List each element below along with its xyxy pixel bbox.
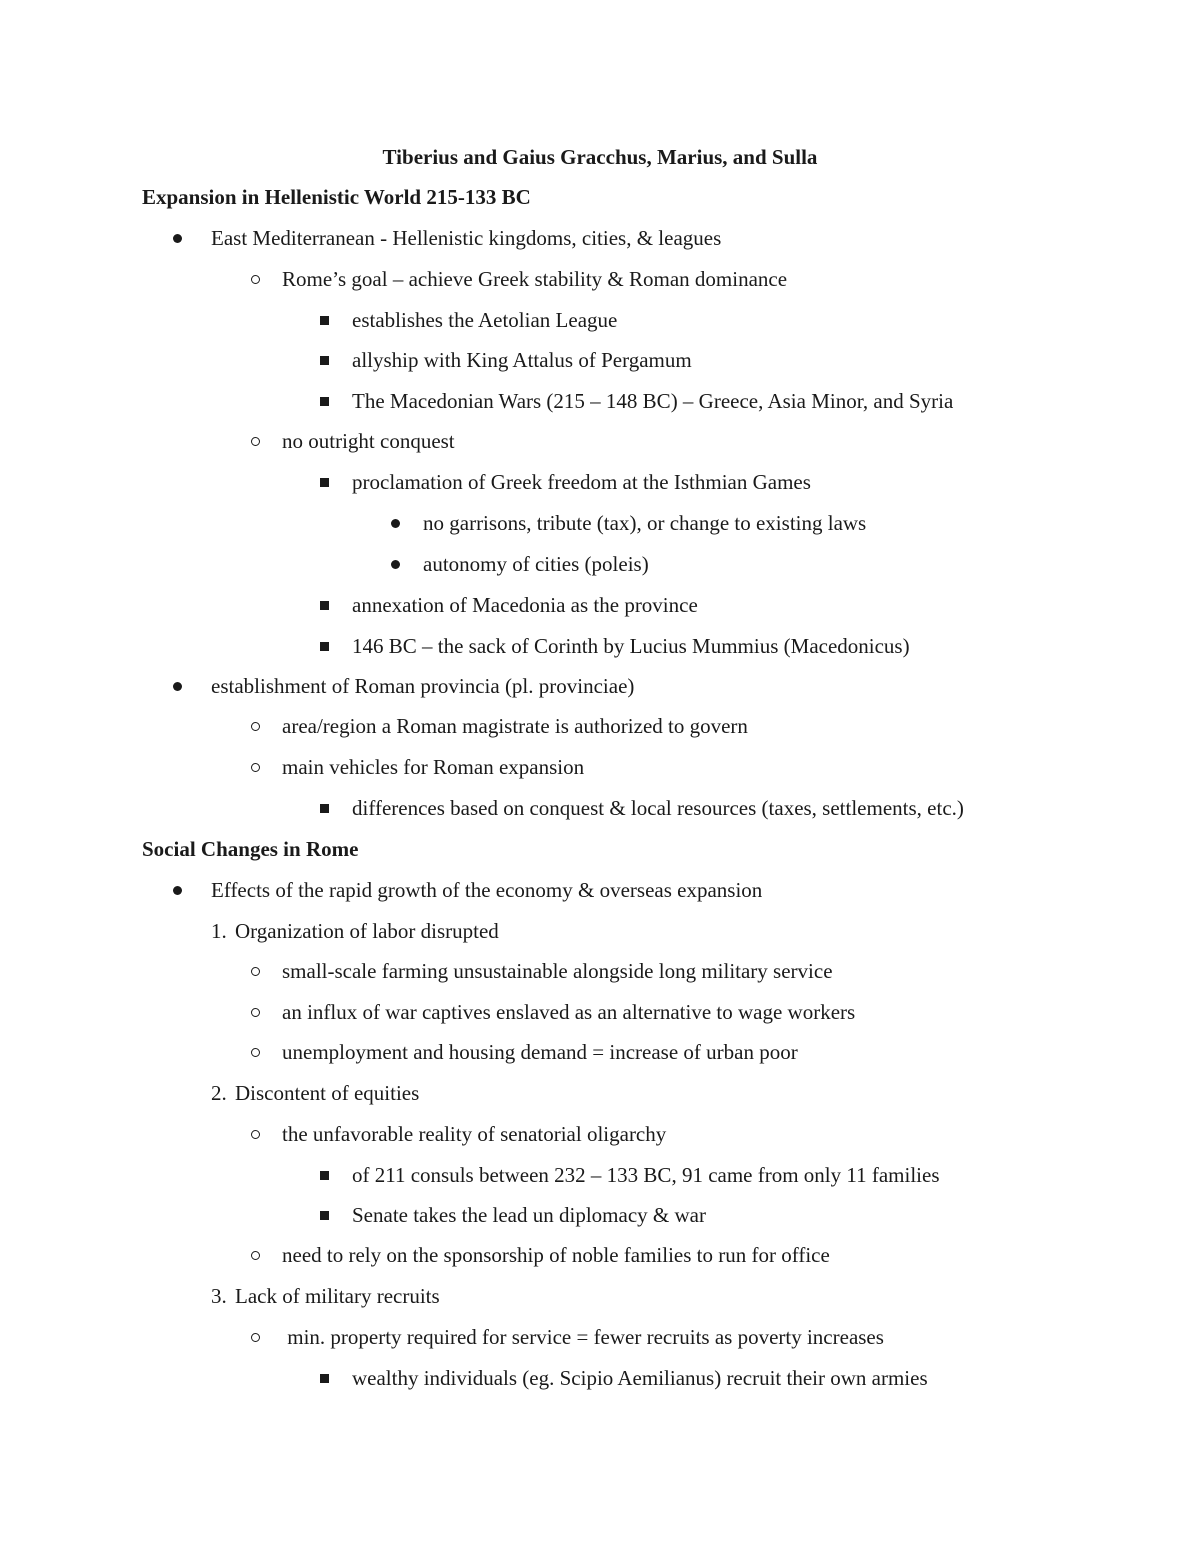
list-item bbox=[0, 590, 1200, 620]
list-item-text: need to rely on the sponsorship of noble families to run for office bbox=[282, 1243, 830, 1267]
bullet-square-icon bbox=[317, 1363, 331, 1393]
bullet-square-icon bbox=[317, 590, 331, 620]
section-heading-social-changes: Social Changes in Rome bbox=[142, 837, 359, 861]
bullet-circle-icon bbox=[248, 1322, 262, 1352]
bullet-circle-icon bbox=[248, 956, 262, 986]
bullet-circle-icon bbox=[248, 752, 262, 782]
list-item-text: the unfavorable reality of senatorial oligarchy bbox=[282, 1122, 667, 1146]
list-item bbox=[0, 386, 1200, 416]
bullet-disc-icon bbox=[170, 875, 184, 905]
list-item bbox=[0, 1160, 1200, 1190]
list-item bbox=[0, 223, 1200, 253]
bullet-disc-icon bbox=[388, 508, 402, 538]
bullet-circle-icon bbox=[248, 1240, 262, 1270]
list-item bbox=[0, 549, 1200, 579]
bullet-circle-icon bbox=[248, 711, 262, 741]
list-item bbox=[0, 1037, 1200, 1067]
bullet-disc-icon bbox=[388, 549, 402, 579]
list-item-text: establishment of Roman provincia (pl. provinciae) bbox=[211, 674, 635, 698]
list-item-text: an influx of war captives enslaved as an alternative to wage workers bbox=[282, 1000, 856, 1024]
list-item-text: The Macedonian Wars (215 – 148 BC) – Greece, Asia Minor, and Syria bbox=[352, 389, 954, 413]
list-item-text: 146 BC – the sack of Corinth by Lucius Mummius (Macedonicus) bbox=[352, 634, 910, 658]
bullet-square-icon bbox=[317, 1160, 331, 1190]
list-item-text: no garrisons, tribute (tax), or change to existing laws bbox=[423, 511, 867, 535]
list-item-text: differences based on conquest & local resources (taxes, settlements, etc.) bbox=[352, 796, 964, 820]
numbered-item bbox=[0, 916, 1200, 946]
list-item bbox=[0, 467, 1200, 497]
list-item bbox=[0, 305, 1200, 335]
bullet-square-icon bbox=[317, 467, 331, 497]
bullet-disc-icon bbox=[170, 223, 184, 253]
list-item-text: Organization of labor disrupted bbox=[235, 919, 499, 943]
list-item-text: proclamation of Greek freedom at the Isthmian Games bbox=[352, 470, 811, 494]
list-item bbox=[0, 1240, 1200, 1270]
bullet-square-icon bbox=[317, 386, 331, 416]
bullet-circle-icon bbox=[248, 264, 262, 294]
item-number: 3. bbox=[211, 1284, 227, 1308]
list-item bbox=[0, 956, 1200, 986]
list-item bbox=[0, 875, 1200, 905]
bullet-circle-icon bbox=[248, 1037, 262, 1067]
list-item bbox=[0, 793, 1200, 823]
bullet-square-icon bbox=[317, 1200, 331, 1230]
list-item-text: East Mediterranean - Hellenistic kingdoms, cities, & leagues bbox=[211, 226, 722, 250]
list-item bbox=[0, 752, 1200, 782]
list-item bbox=[0, 508, 1200, 538]
bullet-circle-icon bbox=[248, 1119, 262, 1149]
list-item bbox=[0, 1322, 1200, 1352]
list-item-text: of 211 consuls between 232 – 133 BC, 91 came from only 11 families bbox=[352, 1163, 940, 1187]
item-number: 2. bbox=[211, 1081, 227, 1105]
section-heading-expansion: Expansion in Hellenistic World 215-133 BC bbox=[142, 185, 531, 209]
list-item bbox=[0, 264, 1200, 294]
list-item-text: area/region a Roman magistrate is authorized to govern bbox=[282, 714, 748, 738]
list-item bbox=[0, 711, 1200, 741]
bullet-circle-icon bbox=[248, 997, 262, 1027]
bullet-square-icon bbox=[317, 631, 331, 661]
numbered-item bbox=[0, 1281, 1200, 1311]
list-item-text: Senate takes the lead un diplomacy & war bbox=[352, 1203, 706, 1227]
list-item-text: establishes the Aetolian League bbox=[352, 308, 618, 332]
list-item-text: Discontent of equities bbox=[235, 1081, 420, 1105]
list-item-text: autonomy of cities (poleis) bbox=[423, 552, 649, 576]
list-item-text: wealthy individuals (eg. Scipio Aemilianus) recruit their own armies bbox=[352, 1366, 928, 1390]
list-item bbox=[0, 997, 1200, 1027]
list-item-text: no outright conquest bbox=[282, 429, 455, 453]
list-item bbox=[0, 426, 1200, 456]
numbered-item bbox=[0, 1078, 1200, 1108]
list-item-text: Rome’s goal – achieve Greek stability & Roman dominance bbox=[282, 267, 788, 291]
list-item-text: main vehicles for Roman expansion bbox=[282, 755, 585, 779]
list-item bbox=[0, 631, 1200, 661]
list-item bbox=[0, 1119, 1200, 1149]
bullet-square-icon bbox=[317, 345, 331, 375]
bullet-disc-icon bbox=[170, 671, 184, 701]
bullet-square-icon bbox=[317, 305, 331, 335]
list-item-text: Lack of military recruits bbox=[235, 1284, 440, 1308]
list-item bbox=[0, 671, 1200, 701]
document-title: Tiberius and Gaius Gracchus, Marius, and Sulla bbox=[382, 145, 818, 169]
list-item-text: min. property required for service = fewer recruits as poverty increases bbox=[282, 1325, 884, 1349]
list-item-text: unemployment and housing demand = increase of urban poor bbox=[282, 1040, 798, 1064]
list-item bbox=[0, 345, 1200, 375]
list-item-text: annexation of Macedonia as the province bbox=[352, 593, 698, 617]
list-item-text: allyship with King Attalus of Pergamum bbox=[352, 348, 692, 372]
list-item-text: Effects of the rapid growth of the economy & overseas expansion bbox=[211, 878, 763, 902]
bullet-square-icon bbox=[317, 793, 331, 823]
list-item-text: small-scale farming unsustainable alongside long military service bbox=[282, 959, 833, 983]
list-item bbox=[0, 1363, 1200, 1393]
list-item bbox=[0, 1200, 1200, 1230]
item-number: 1. bbox=[211, 919, 227, 943]
bullet-circle-icon bbox=[248, 426, 262, 456]
